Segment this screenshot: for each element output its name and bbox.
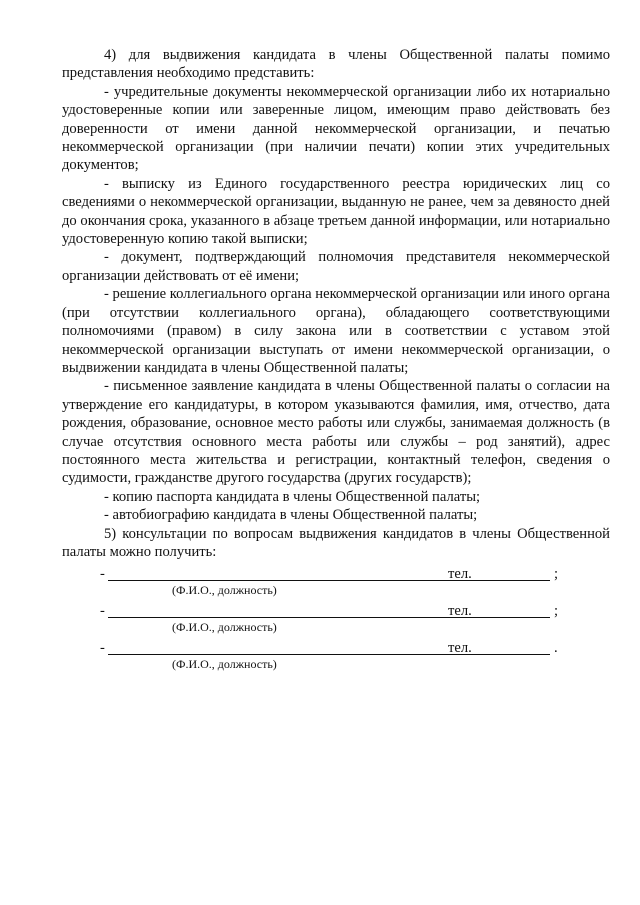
paragraph-4-intro: 4) для выдвижения кандидата в члены Общественной палаты помимо представления необходимо представить: — [62, 47, 610, 82]
row-end-punctuation: ; — [554, 603, 559, 620]
list-item-founding-documents: - учредительные документы некоммерческой организации либо их нотариально удостоверенные копии или заверенные лицом, имеющим право действовать без доверенности от имени данной некоммерческой организации, и печатью некоммерческой организации (при наличии печати) копии этих учредительных документов; — [62, 83, 610, 174]
fio-caption: (Ф.И.О., должность) — [172, 583, 277, 598]
list-item-authority-document: - документ, подтверждающий полномочия представителя некоммерческой организации действовать от её имени; — [62, 249, 610, 284]
tel-label: тел. — [448, 566, 472, 583]
contacts-block — [62, 565, 610, 672]
name-blank-line — [108, 617, 492, 618]
contact-row — [62, 602, 610, 620]
list-item-collegial-decision: - решение коллегиального органа некоммерческой организации или иного органа (при отсутствии коллегиального органа), обладающего соответствующими полномочиями (правом) в силу закона или в соответствии с уставом этой некоммерческой организации выступать от имени некоммерческой организации, о выдвижении кандидата в члены Общественной палаты; — [62, 286, 610, 376]
fio-caption: (Ф.И.О., должность) — [172, 657, 277, 672]
name-blank-line — [108, 654, 492, 655]
tel-label: тел. — [448, 603, 472, 620]
contact-row — [62, 565, 610, 583]
list-item-passport-copy: - копию паспорта кандидата в члены Общественной палаты; — [104, 488, 481, 505]
row-end-punctuation: . — [554, 640, 558, 657]
contact-dash: - — [100, 566, 105, 583]
row-end-punctuation: ; — [554, 566, 559, 583]
paragraph-5-intro: 5) консультации по вопросам выдвижения кандидатов в члены Общественной палаты можно получить: — [62, 525, 610, 560]
list-item-written-application: - письменное заявление кандидата в члены Общественной палаты о согласии на утверждение его кандидатуры, в котором указываются фамилия, имя, отчество, дата рождения, образование, основное место работы или службы, занимаемая должность (в случае отсутствия основного места работы или службы – род занятий), адрес постоянного места жительства и регистрации, контактный телефон, сведения о судимости, гражданстве другого государства (других государств); — [62, 378, 610, 487]
tel-blank-line — [474, 580, 550, 581]
contact-row — [62, 639, 610, 657]
tel-label: тел. — [448, 640, 472, 657]
fio-caption: (Ф.И.О., должность) — [172, 620, 277, 635]
tel-blank-line — [474, 617, 550, 618]
list-item-registry-extract: - выписку из Единого государственного реестра юридических лиц со сведениями о некоммерческой организации, выданную не ранее, чем за девяносто дней до окончания срока, указанного в абзаце третьем данной информации, или нотариально удостоверенную копию такой выписки; — [62, 175, 610, 248]
contact-dash: - — [100, 603, 105, 620]
tel-blank-line — [474, 654, 550, 655]
name-blank-line — [108, 580, 492, 581]
contact-dash: - — [100, 640, 105, 657]
document-page — [62, 46, 610, 676]
list-item-autobiography: - автобиографию кандидата в члены Общественной палаты; — [104, 507, 478, 524]
